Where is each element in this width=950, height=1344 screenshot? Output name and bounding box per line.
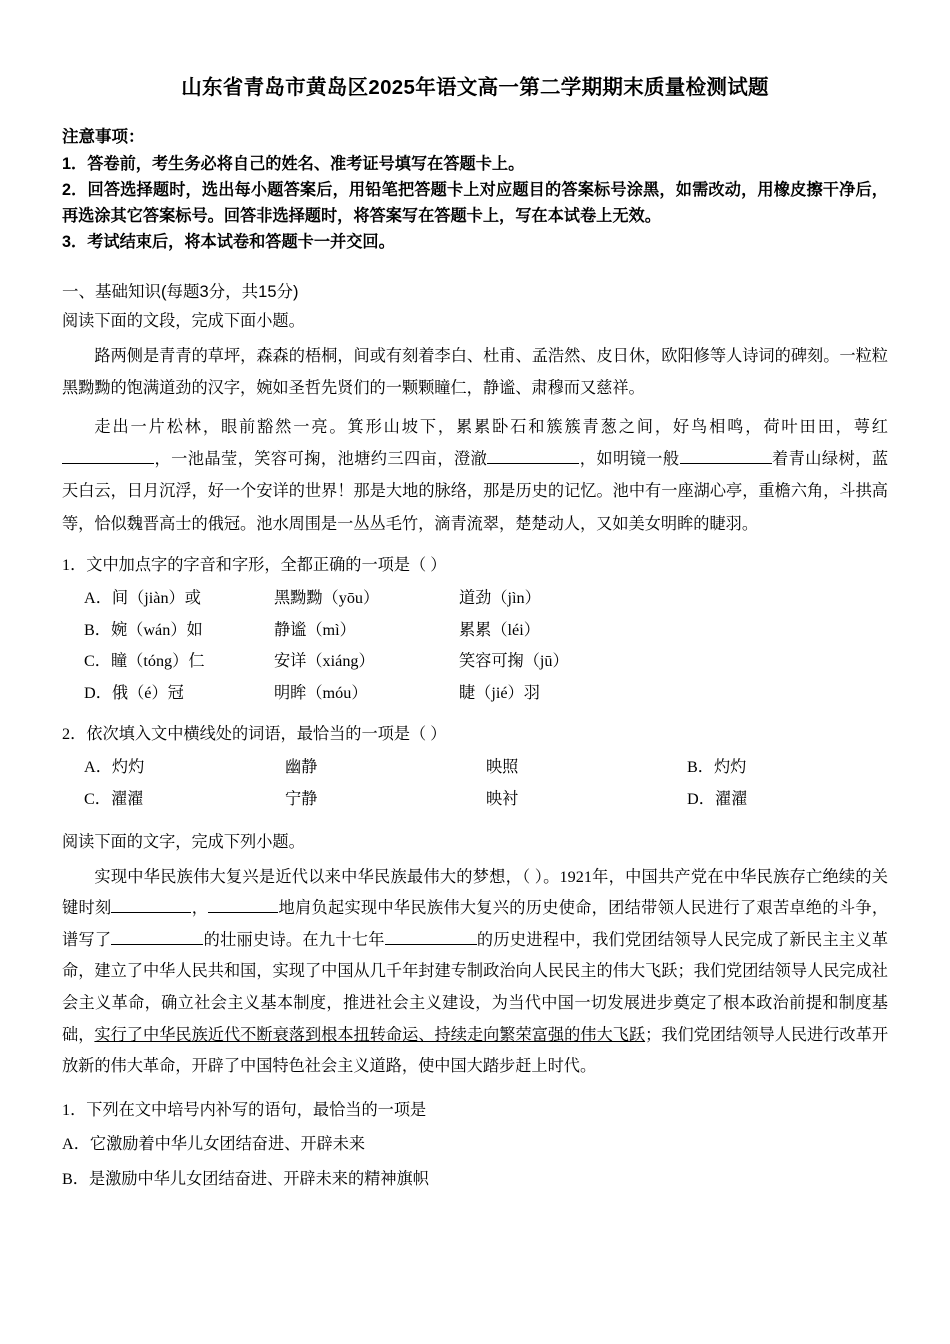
question-2-options [84, 752, 888, 784]
notice-item-1: 1．答卷前，考生务必将自己的姓名、准考证号填写在答题卡上。 [62, 154, 525, 173]
passage-underlined-clause: 实行了中华民族近代不断衰落到根本扭转命运、持续走向繁荣富强的伟大飞跃 [94, 1025, 646, 1044]
section-2-passage [62, 862, 888, 1083]
passage-frag-a: 走出一片松林，眼前豁然一亮。箕形山坡下，累累卧石和簇簇青葱之间，好鸟相鸣，荷叶田田，萼红 [94, 417, 888, 436]
notice-item-2: 2．回答选择题时，选出每小题答案后，用铅笔把答题卡上对应题目的答案标号涂黑，如需改动，用橡皮擦干净后，再选涂其它答案标号。回答非选择题时，将答案写在答题卡上，写在本试卷上无效。 [62, 180, 888, 226]
passage-frag-e: 的历史进程中，我们党团结领导人民完成了新民主主义革命，建立了中华人民共和国，实现了中国从几千年封建专制政治向人民民主的伟大飞跃；我们党团结领导人民完成社会主义革命，确立社会主义基本制度，推进社会主义建设，为当代中国一切发展进步奠定了根本政治前提和制度基础， [62, 930, 889, 1044]
option-row[interactable]: C．瞳（tóng）仁 [84, 652, 205, 671]
passage-frag-c: ，如明镜一般 [579, 450, 680, 469]
passage-frag-b: ，一池晶莹，笑容可掬，池塘约三四亩，澄澈 [154, 450, 488, 469]
option-row[interactable]: B．婉（wán）如 [84, 620, 203, 639]
fill-blank [385, 944, 477, 945]
option-cell: 宁静 [285, 789, 318, 808]
option-cell: 静谧（mì） [274, 620, 356, 639]
option-row[interactable]: A．灼灼 [84, 758, 145, 777]
option-cell: 黑黝黝（yōu） [274, 589, 380, 608]
option-row[interactable]: A．间（jiàn）或 [84, 589, 201, 608]
fill-blank [111, 912, 191, 913]
option-cell: 明眸（móu） [274, 683, 368, 702]
option-row[interactable]: D．濯濯 [687, 789, 748, 808]
option-cell: 睫（jié）羽 [459, 683, 540, 702]
question-1-options [84, 646, 888, 678]
section-2-q1-option-b[interactable]: B．是激励中华儿女团结奋进、开辟未来的精神旗帜 [62, 1169, 429, 1188]
option-row[interactable]: D．俄（é）冠 [84, 683, 184, 702]
section-1-title: 一、基础知识(每题3分，共15分) [62, 282, 299, 301]
fill-blank [680, 463, 772, 464]
section-1-passage-paragraph-1: 路两侧是青青的草坪，森森的梧桐，间或有刻着李白、杜甫、孟浩然、皮日休，欧阳修等人诗词的碑刻。一粒粒黑黝黝的饱满道劲的汉字，婉如圣哲先贤们的一颗颗瞳仁，静谧、肃穆而又慈祥。 [62, 346, 888, 398]
question-1-stem: 1．文中加点字的字音和字形，全都正确的一项是（ ） [62, 556, 447, 575]
passage-frag-g: ；我们党团结领导人民进行改革开放新的伟大革命，开辟了中国特色社会主义道路，使中国大踏步赶上时代。 [62, 1025, 889, 1076]
passage-frag-d: 着青山绿树，蓝天白云，日月沉浮，好一个安详的世界！那是大地的脉络，那是历史的记忆。池中有一座湖心亭，重檐六角，斗拱高等，恰似魏晋高士的俄冠。池水周围是一丛丛毛竹，滴青流翠，楚楚动人，又如美女明眸的睫羽。 [62, 450, 889, 533]
option-cell: 累累（léi） [459, 620, 540, 639]
fill-blank [62, 463, 154, 464]
fill-blank [487, 463, 579, 464]
option-cell: 道劲（jìn） [459, 589, 541, 608]
option-row[interactable]: B．灼灼 [687, 758, 747, 777]
option-cell: 安详（xiáng） [274, 652, 375, 671]
question-2-options [84, 784, 888, 816]
question-2-stem: 2．依次填入文中横线处的词语，最恰当的一项是（ ） [62, 725, 447, 744]
option-row[interactable]: C．濯濯 [84, 789, 144, 808]
passage-frag-b: ， [191, 899, 209, 918]
section-2-q1-option-a[interactable]: A．它激励着中华儿女团结奋进、开辟未来 [62, 1135, 366, 1154]
option-cell: 笑容可掬（jū） [459, 652, 569, 671]
page-title: 山东省青岛市黄岛区2025年语文高一第二学期期末质量检测试题 [181, 76, 769, 99]
notice-heading: 注意事项： [62, 127, 145, 146]
section-2-question-1-stem: 1．下列在文中培号内补写的语句，最恰当的一项是 [62, 1100, 427, 1119]
fill-blank [208, 912, 278, 913]
option-cell: 幽静 [285, 758, 318, 777]
section-1-passage-paragraph-2 [62, 411, 888, 541]
question-1-options [84, 583, 888, 615]
notice-item-3: 3．考试结束后，将本试卷和答题卡一并交回。 [62, 233, 395, 252]
option-cell: 映照 [486, 758, 519, 777]
section-1-instruction: 阅读下面的文段，完成下面小题。 [62, 311, 305, 330]
question-1-options [84, 678, 888, 710]
passage-frag-d: 的壮丽史诗。在九十七年 [203, 930, 385, 949]
section-2-instruction: 阅读下面的文字，完成下列小题。 [62, 833, 305, 852]
passage-frag-c: 地肩负起实现中华民族伟大复兴的历史使命，团结带领人民进行了艰苦卓绝的斗争，谱写了 [62, 899, 889, 949]
option-cell: 映衬 [486, 789, 519, 808]
question-1-options [84, 615, 888, 647]
fill-blank [111, 944, 203, 945]
passage-frag-a: 实现中华民族伟大复兴是近代以来中华民族最伟大的梦想，（ ）。1921年，中国共产党在中华民族存亡绝续的关键时刻 [62, 867, 888, 918]
